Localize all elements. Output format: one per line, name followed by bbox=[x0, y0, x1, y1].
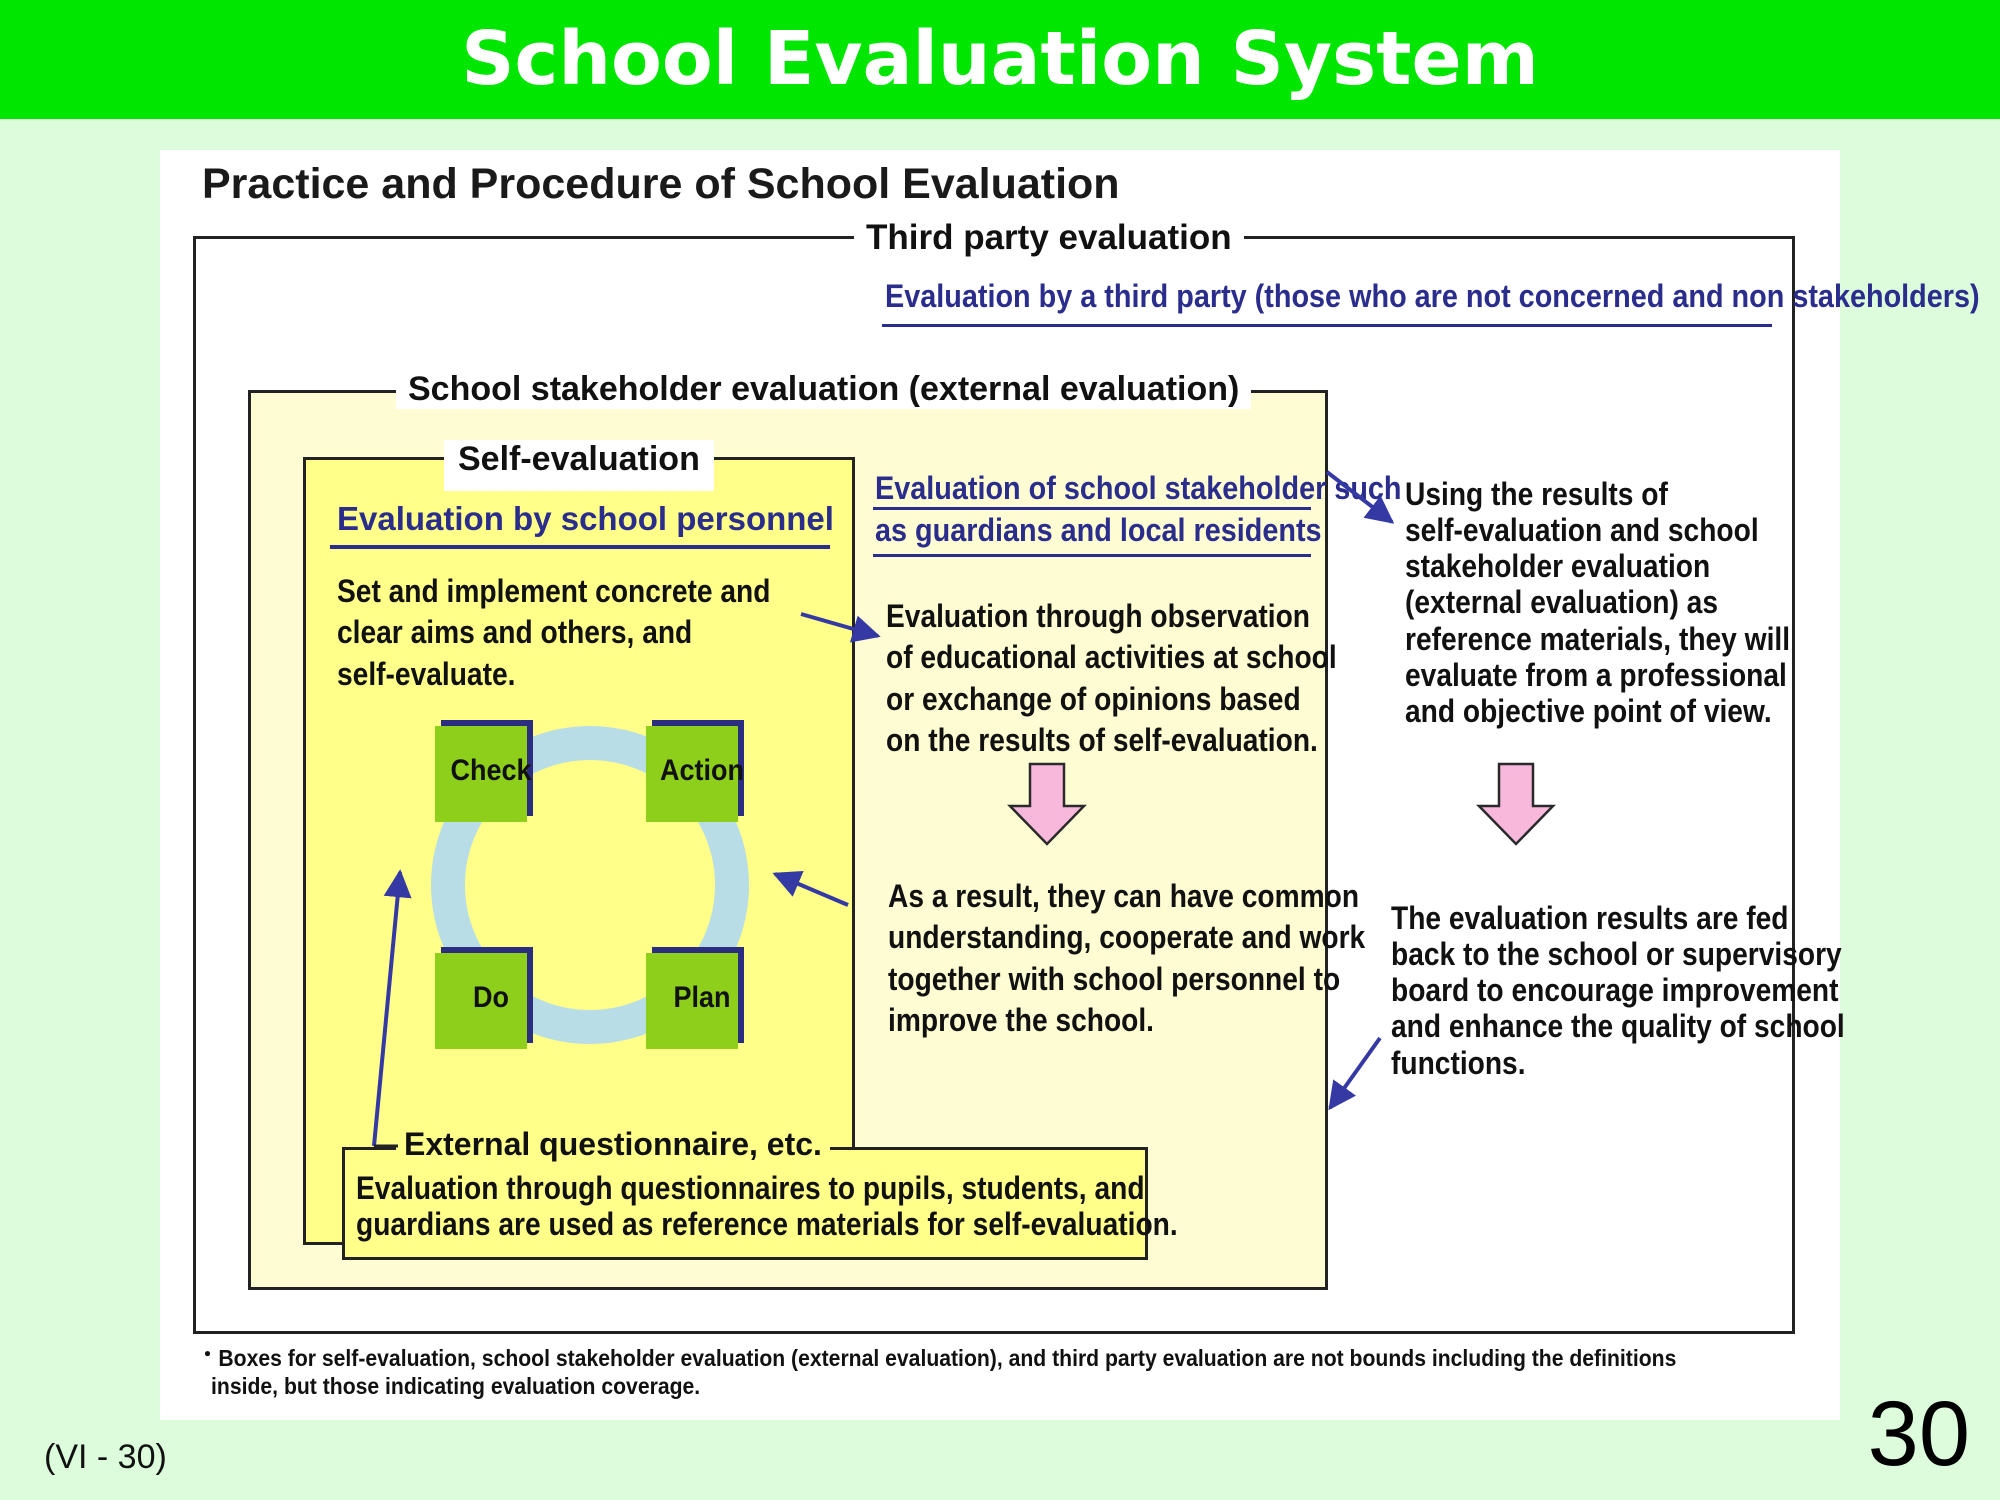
page-number: 30 bbox=[1867, 1383, 1970, 1485]
third-party-line: and objective point of view. bbox=[1405, 692, 1772, 729]
third-party-result-line: back to the school or supervisory bbox=[1391, 936, 1842, 973]
diagram-panel bbox=[160, 150, 1980, 1420]
arrow-self-to-stakeholder bbox=[801, 614, 878, 636]
arrow-questionnaire-to-cycle bbox=[374, 872, 400, 1146]
self-eval-line: clear aims and others, and bbox=[337, 614, 693, 651]
pdca-action-label: Action bbox=[659, 754, 744, 787]
down-arrow-stakeholder bbox=[1010, 764, 1084, 844]
stakeholder-result-line: understanding, cooperate and work bbox=[888, 919, 1366, 956]
third-party-result-line: and enhance the quality of school bbox=[1391, 1008, 1845, 1045]
footnote-bullet: ・ bbox=[196, 1341, 219, 1367]
footnote bbox=[196, 1341, 1810, 1400]
pdca-do-label: Do bbox=[473, 981, 509, 1014]
stakeholder-line: or exchange of opinions based bbox=[886, 680, 1301, 717]
footnote-line: inside, but those indicating evaluation coverage. bbox=[211, 1372, 701, 1399]
stakeholder-line: on the results of self-evaluation. bbox=[886, 721, 1318, 758]
third-party-result-line: The evaluation results are fed bbox=[1391, 900, 1789, 936]
self-eval-line: Set and implement concrete and bbox=[337, 573, 771, 609]
self-evaluation-heading: Evaluation by school personnel bbox=[337, 500, 834, 537]
stakeholder-label: School stakeholder evaluation (external evaluation) bbox=[396, 370, 1251, 409]
pdca-check-label: Check bbox=[450, 754, 532, 787]
third-party-result-line: board to encourage improvement bbox=[1391, 972, 1839, 1009]
stakeholder-result-line: together with school personnel to bbox=[888, 960, 1341, 997]
slide-title: School Evaluation System bbox=[0, 0, 2000, 119]
arrows-layer bbox=[160, 150, 1840, 1420]
third-party-label: Third party evaluation bbox=[854, 218, 1244, 258]
questionnaire-line: guardians are used as reference materials for self-evaluation. bbox=[356, 1206, 1178, 1243]
third-party-line: stakeholder evaluation bbox=[1405, 548, 1711, 585]
arrow-result-to-cycle bbox=[775, 874, 848, 905]
third-party-line: reference materials, they will bbox=[1405, 620, 1791, 657]
third-party-line: evaluate from a professional bbox=[1405, 656, 1787, 693]
third-party-line: (external evaluation) as bbox=[1405, 584, 1719, 621]
down-arrow-third-party bbox=[1479, 764, 1553, 844]
page-reference: (VI - 30) bbox=[44, 1438, 167, 1476]
stakeholder-result-line: improve the school. bbox=[888, 1001, 1155, 1038]
stakeholder-line: Evaluation through observation bbox=[886, 598, 1310, 634]
arrow-third-party-feedback bbox=[1330, 1038, 1380, 1108]
stakeholder-heading-line: as guardians and local residents bbox=[875, 511, 1322, 548]
stakeholder-result-line: As a result, they can have common bbox=[888, 878, 1360, 914]
self-evaluation-label: Self-evaluation bbox=[444, 440, 714, 491]
footnote-line: Boxes for self-evaluation, school stakeholder evaluation (external evaluation), and third party evaluation are not bounds including the definitions bbox=[218, 1345, 1677, 1371]
panel-title: Practice and Procedure of School Evaluation bbox=[202, 160, 1120, 208]
stakeholder-line: of educational activities at school bbox=[886, 639, 1337, 676]
third-party-line: self-evaluation and school bbox=[1405, 512, 1759, 549]
third-party-result-line: functions. bbox=[1391, 1044, 1526, 1081]
arrow-stakeholder-to-third-party bbox=[1327, 472, 1392, 522]
questionnaire-line: Evaluation through questionnaires to pupils, students, and bbox=[356, 1170, 1145, 1206]
questionnaire-label: External questionnaire, etc. bbox=[396, 1126, 830, 1163]
third-party-line: Using the results of bbox=[1405, 476, 1668, 512]
stakeholder-heading-line: Evaluation of school stakeholder such bbox=[875, 470, 1402, 506]
pdca-plan-label: Plan bbox=[673, 981, 731, 1014]
self-eval-line: self-evaluate. bbox=[337, 655, 516, 692]
third-party-heading: Evaluation by a third party (those who are not concerned and non stakeholders) bbox=[885, 278, 1980, 314]
